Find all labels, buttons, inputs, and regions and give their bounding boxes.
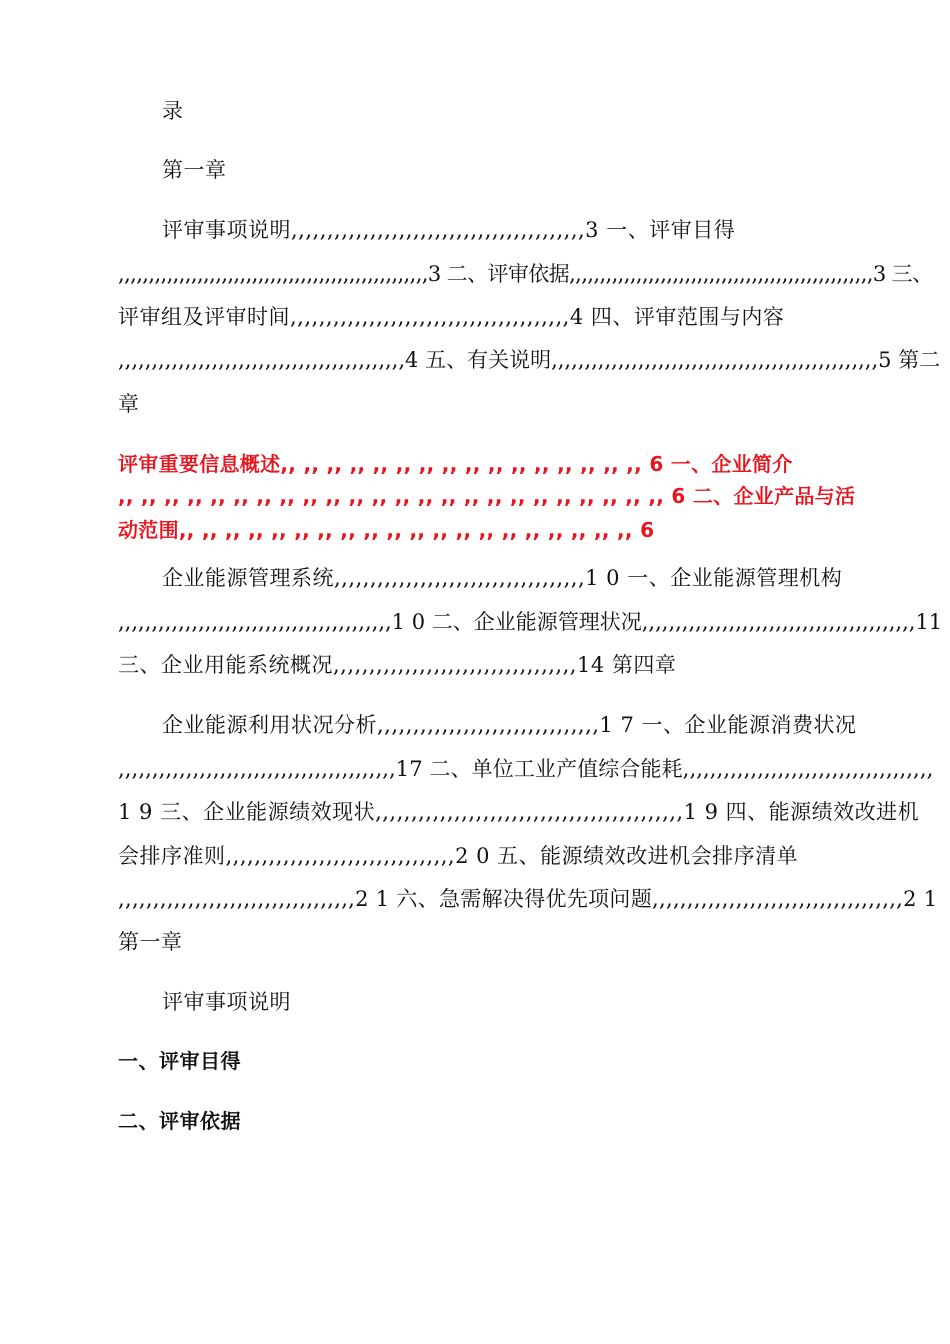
toc-line-highlight: 评审重要信息概述,, ,, ,, ,, ,, ,, ,, ,, ,, ,, ,, ,, ,, ,, ,, ,, 6 一、企业简介 bbox=[118, 452, 793, 476]
toc-line-highlight: ,, ,, ,, ,, ,, ,, ,, ,, ,, ,, ,, ,, ,, ,, ,, ,, ,, ,, ,, ,, ,, ,, ,, ,, 6 二、企业产品与活 bbox=[118, 484, 856, 508]
chapter-heading: 第一章 bbox=[118, 930, 183, 954]
toc-line: ,,,,,,,,,,,,,,,,,,,,,,,,,,,,,,,,,,,,,,,,,17 二、单位工业产值综合能耗,,,,,,,,,,,,,,,,,,,,,,,,,,,,,,,,,,,,, bbox=[118, 757, 934, 781]
toc-line-highlight: 动范围,, ,, ,, ,, ,, ,, ,, ,, ,, ,, ,, ,, ,, ,, ,, ,, ,, ,, ,, ,, 6 bbox=[118, 518, 655, 542]
toc-line: 三、企业用能系统概况,,,,,,,,,,,,,,,,,,,,,,,,,,,,,,,,,,14 第四章 bbox=[118, 653, 677, 677]
toc-title: 录 bbox=[162, 99, 184, 123]
toc-line: 章 bbox=[118, 392, 140, 416]
toc-line: 企业能源管理系统,,,,,,,,,,,,,,,,,,,,,,,,,,,,,,,,,,,1 0 一、企业能源管理机构 bbox=[162, 566, 843, 590]
toc-line: 第一章 bbox=[162, 158, 227, 182]
toc-line: 评审组及评审时间,,,,,,,,,,,,,,,,,,,,,,,,,,,,,,,,,,,,,,,4 四、评审范围与内容 bbox=[118, 305, 785, 329]
toc-line: ,,,,,,,,,,,,,,,,,,,,,,,,,,,,,,,,,,,,,,,,,,,,,,,,,,,3 二、评审依据,,,,,,,,,,,,,,,,,,,,,,,,,,,,,,,,,,,,,,,,,,,,,,,,,,3 三、 bbox=[118, 262, 933, 286]
toc-line: 评审事项说明,,,,,,,,,,,,,,,,,,,,,,,,,,,,,,,,,,,,,,,,,3 一、评审目得 bbox=[162, 218, 736, 242]
section-heading: 二、评审依据 bbox=[118, 1109, 241, 1133]
toc-line: ,,,,,,,,,,,,,,,,,,,,,,,,,,,,,,,,,,,,,,,,,,,4 五、有关说明,,,,,,,,,,,,,,,,,,,,,,,,,,,,,,,,,,,,,,,,,,,,,,,,,5 第二 bbox=[118, 348, 941, 372]
toc-line: 1 9 三、企业能源绩效现状,,,,,,,,,,,,,,,,,,,,,,,,,,,,,,,,,,,,,,,,,,,1 9 四、能源绩效改进机 bbox=[118, 800, 920, 824]
toc-line: ,,,,,,,,,,,,,,,,,,,,,,,,,,,,,,,,,,,,,,,,,1 0 二、企业能源管理状况,,,,,,,,,,,,,,,,,,,,,,,,,,,,,,,,,,,,,,,,,11 bbox=[118, 610, 943, 634]
section-heading: 一、评审目得 bbox=[118, 1049, 241, 1073]
chapter-subtitle: 评审事项说明 bbox=[162, 990, 291, 1014]
toc-line: ,,,,,,,,,,,,,,,,,,,,,,,,,,,,,,,,,,2 1 六、急需解决得优先项问题,,,,,,,,,,,,,,,,,,,,,,,,,,,,,,,,,,,,2 1 bbox=[118, 887, 938, 911]
toc-line: 企业能源利用状况分析,,,,,,,,,,,,,,,,,,,,,,,,,,,,,,,1 7 一、企业能源消费状况 bbox=[162, 713, 857, 737]
toc-line: 会排序准则,,,,,,,,,,,,,,,,,,,,,,,,,,,,,,,,2 0 五、能源绩效改进机会排序清单 bbox=[118, 844, 799, 868]
